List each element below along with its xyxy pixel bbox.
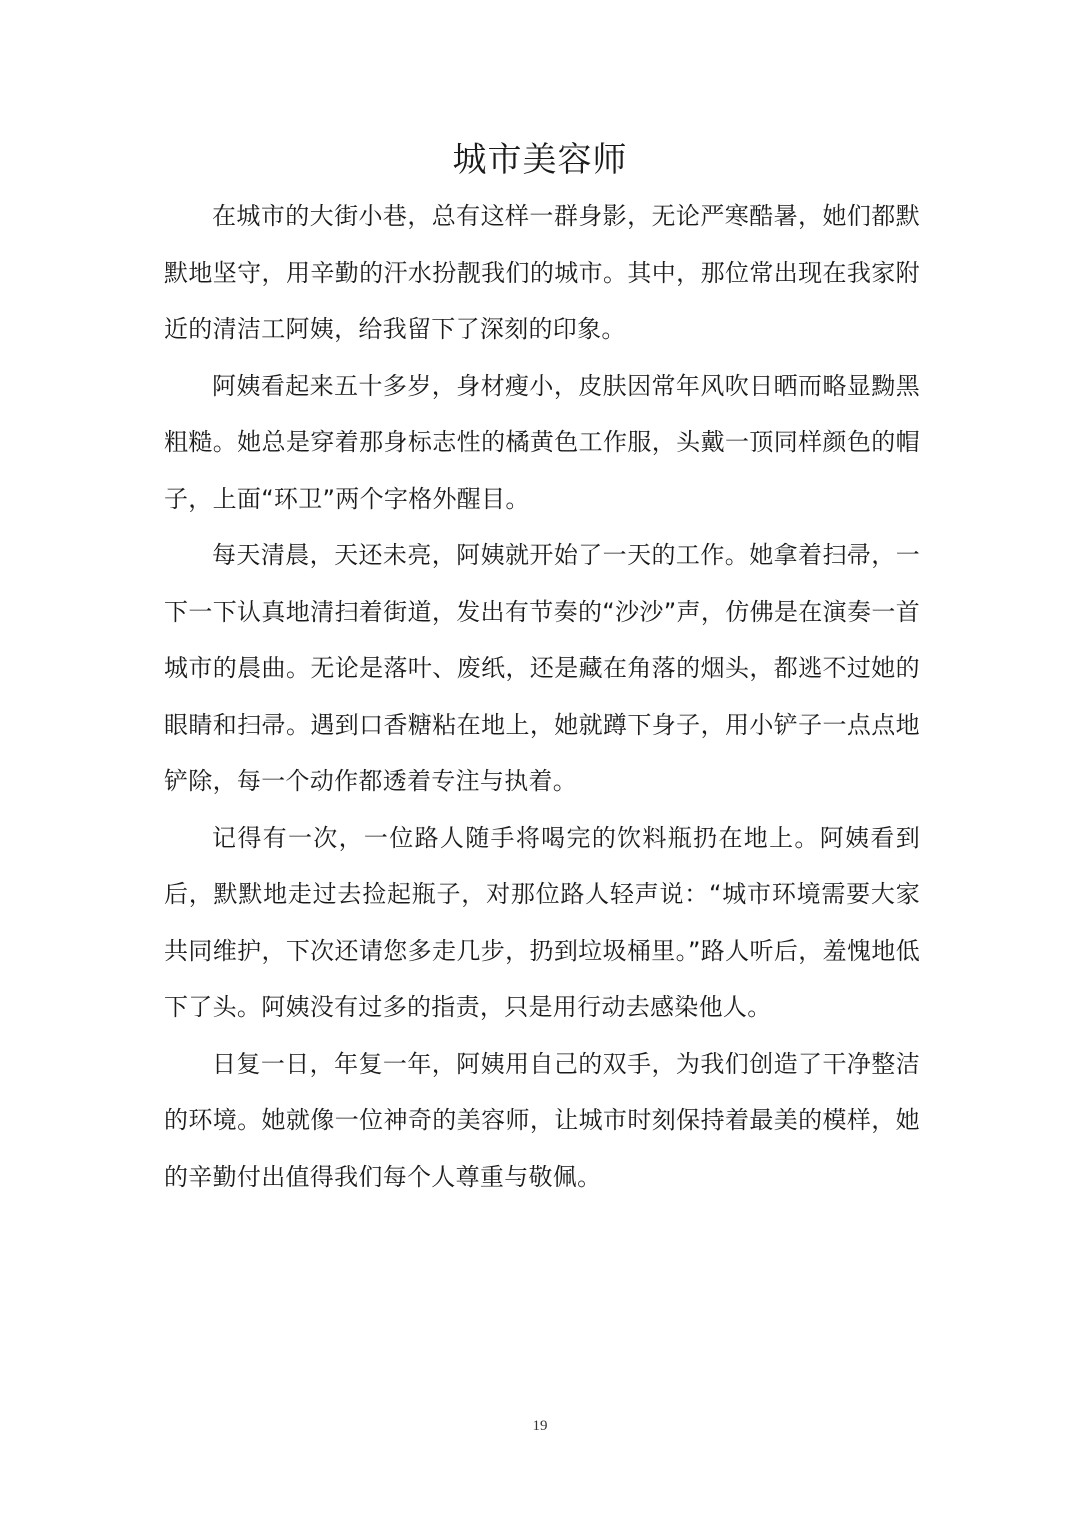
paragraph-1: 在城市的大街小巷，总有这样一群身影，无论严寒酷暑，她们都默默地坚守，用辛勤的汗水扮靓我们的城市。其中，那位常出现在我家附近的清洁工阿姨，给我留下了深刻的印象。 xyxy=(164,202,920,343)
page-number: 19 xyxy=(532,1418,548,1434)
essay-body xyxy=(164,188,920,1205)
paragraph-3: 每天清晨，天还未亮，阿姨就开始了一天的工作。她拿着扫帚，一下一下认真地清扫着街道，发出有节奏的“沙沙”声，仿佛是在演奏一首城市的晨曲。无论是落叶、废纸，还是藏在角落的烟头，都逃不过她的眼睛和扫帚。遇到口香糖粘在地上，她就蹲下身子，用小铲子一点点地铲除，每一个动作都透着专注与执着。 xyxy=(164,541,920,795)
paragraph-5: 日复一日，年复一年，阿姨用自己的双手，为我们创造了干净整洁的环境。她就像一位神奇的美容师，让城市时刻保持着最美的模样，她的辛勤付出值得我们每个人尊重与敬佩。 xyxy=(164,1049,920,1191)
page-title: 城市美容师 xyxy=(452,140,628,180)
paragraph-2: 阿姨看起来五十多岁，身材瘦小，皮肤因常年风吹日晒而略显黝黑粗糙。她总是穿着那身标志性的橘黄色工作服，头戴一顶同样颜色的帽子，上面“环卫”两个字格外醒目。 xyxy=(164,371,920,513)
paragraph-4: 记得有一次，一位路人随手将喝完的饮料瓶扔在地上。阿姨看到后，默默地走过去捡起瓶子，对那位路人轻声说：“城市环境需要大家共同维护，下次还请您多走几步，扔到垃圾桶里。”路人听后，羞愧地低下了头。阿姨没有过多的指责，只是用行动去感染他人。 xyxy=(164,823,920,1021)
